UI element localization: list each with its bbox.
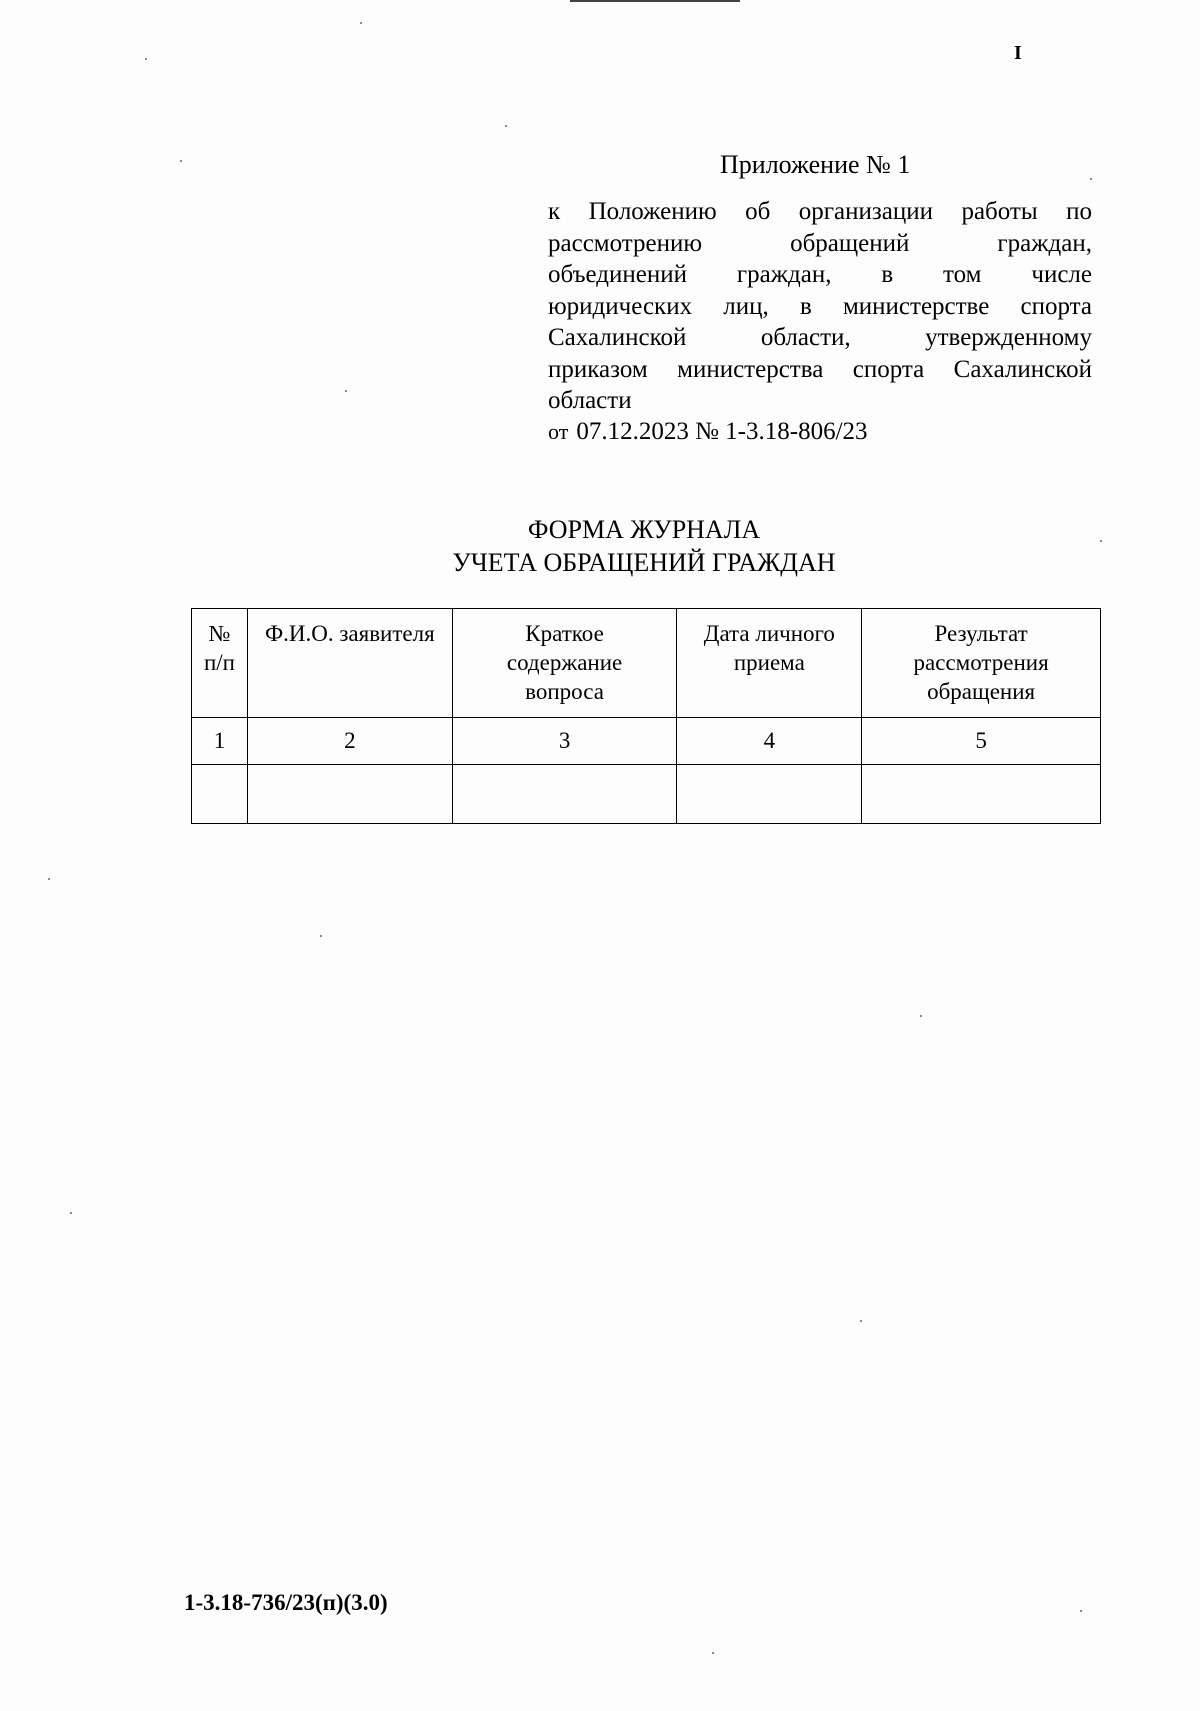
- scan-speck: [70, 1212, 72, 1214]
- annex-line: юридических лиц, в министерстве спорта: [548, 292, 1092, 320]
- empty-cell: [862, 765, 1101, 824]
- document-code: 1-3.18-736/23(п)(3.0): [184, 1590, 388, 1615]
- scan-speck: [360, 22, 362, 24]
- column-number-row: [192, 718, 1101, 765]
- annex-line: Сахалинской области, утвержденному: [548, 324, 1092, 351]
- scan-speck: [1080, 1610, 1082, 1612]
- column-number-cell: 3: [452, 718, 677, 765]
- header-summary: Краткое содержание вопроса: [452, 609, 677, 718]
- scan-speck: [860, 1320, 862, 1322]
- form-title-line2: УЧЕТА ОБРАЩЕНИЙ ГРАЖДАН: [452, 548, 836, 577]
- header-applicant-name: Ф.И.О. заявителя: [247, 609, 452, 718]
- scan-speck: [48, 878, 50, 880]
- annex-line: к Положению об организации работы по: [548, 198, 1092, 225]
- annex-body: [548, 196, 1092, 417]
- date-value: 07.12.2023 № 1-3.18-806/23: [576, 418, 868, 445]
- empty-cell: [192, 765, 248, 824]
- annex-line: объединений граждан, в том числе: [548, 261, 1092, 288]
- header-reception-date: Дата личного приема: [677, 609, 862, 718]
- column-number-cell: 2: [247, 718, 452, 765]
- annex-title: Приложение № 1: [720, 150, 911, 179]
- header-number: № п/п: [192, 609, 248, 718]
- empty-cell: [247, 765, 452, 824]
- empty-cell: [452, 765, 677, 824]
- form-title: [0, 513, 1200, 579]
- annex-date: [548, 418, 868, 446]
- journal-table: [191, 608, 1101, 824]
- scan-speck: [320, 935, 322, 937]
- column-number-cell: 5: [862, 718, 1101, 765]
- table-header-row: [192, 609, 1101, 718]
- date-prefix: от: [548, 419, 569, 444]
- form-title-line1: ФОРМА ЖУРНАЛА: [527, 515, 761, 544]
- annex-line: рассмотрению обращений граждан,: [548, 229, 1092, 257]
- empty-cell: [677, 765, 862, 824]
- column-number-cell: 4: [677, 718, 862, 765]
- column-number-cell: 1: [192, 718, 248, 765]
- annex-line: приказом министерства спорта Сахалинской: [548, 355, 1092, 383]
- scan-speck: [920, 1015, 922, 1017]
- header-result: Результат рассмотрения обращения: [862, 609, 1101, 718]
- scan-speck: [1090, 178, 1092, 180]
- scan-speck: [145, 58, 147, 60]
- scan-speck: [712, 1652, 714, 1654]
- empty-entry-row: [192, 765, 1101, 824]
- annex-line: области: [548, 387, 632, 414]
- scan-speck: [505, 125, 507, 127]
- page-mark: I: [1014, 42, 1022, 64]
- scan-speck: [1100, 540, 1102, 542]
- scan-speck: [180, 160, 182, 162]
- scan-speck: [345, 390, 347, 392]
- top-rule: [570, 0, 740, 2]
